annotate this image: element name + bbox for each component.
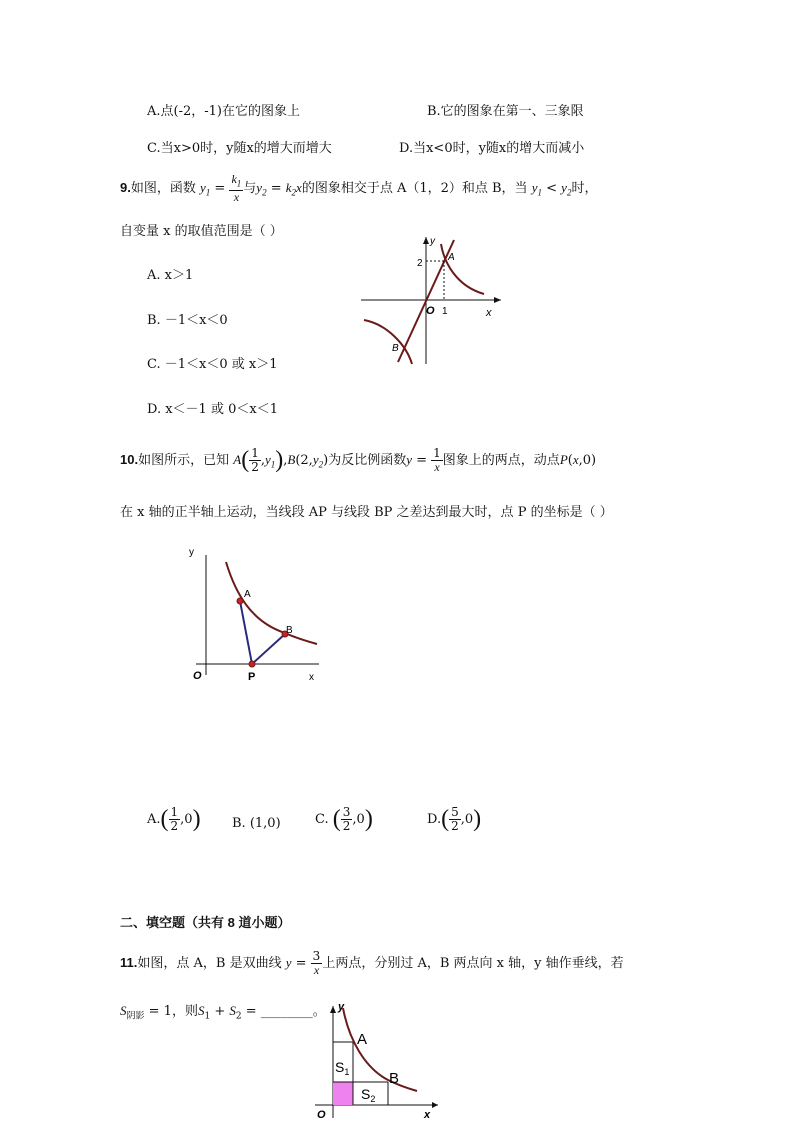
q11-number: 11. (120, 955, 138, 970)
q11-axis-x-label: x (424, 1109, 431, 1120)
q11-answer-blank[interactable]: ________ (260, 1004, 313, 1019)
q10-option-b: B. (1,0) (232, 816, 281, 831)
q11-stem-line2: $S_{阴影} = 1$，则$S_1 + S_2$ = ________。 (120, 1003, 326, 1022)
q8-option-c: C.当x>0时，y随x的增大而增大 (147, 141, 332, 156)
q10-stem-line2: 在 x 轴的正半轴上运动，当线段 AP 与线段 BP 之差达到最大时，点 P 的坐标是（ ） (120, 505, 613, 520)
q10-label-a: A (244, 589, 251, 600)
q11-origin-label: O (317, 1109, 326, 1120)
q10-option-c: C. ( $\frac{3}{2}$ ,0) (315, 805, 373, 833)
q10-figure (184, 540, 324, 685)
q10-number: 10. (120, 452, 139, 467)
q9-option-d: D. x＜－1 或 0＜x＜1 (147, 402, 278, 417)
q11-axis-y-label: y (338, 1001, 345, 1013)
section-heading: 二、填空题（共有 8 道小题） (120, 915, 291, 930)
q9-stem-line2: 自变量 x 的取值范围是（ ） (120, 224, 283, 239)
q9-option-c: C. －1＜x＜0 或 x＞1 (147, 357, 278, 372)
q9-label-a: A (448, 252, 455, 263)
q10-label-p: P (248, 671, 256, 683)
q9-axis-y-label: y (430, 236, 435, 247)
q9-stem: 9.如图，函数 $y_1$ = $\frac{k_1}{x}$ 与$y_2 = k_2x$的图象相交于点 A（1，2）和点 B，当 $y_1 < y_2$时， (120, 172, 598, 205)
q10-label-b: B (286, 625, 293, 636)
q8-option-a: A.点(-2，-1)在它的图象上 (147, 104, 300, 119)
q11-label-b: B (389, 1070, 400, 1087)
q11-label-s1: $S_1$ (335, 1059, 350, 1077)
q11-label-a: A (357, 1031, 368, 1048)
q8-option-b: B.它的图象在第一、三象限 (427, 104, 584, 119)
q9-option-b: B. －1＜x＜0 (147, 313, 228, 328)
q9-number: 9. (120, 180, 131, 196)
q10-stem: 10.如图所示，已知 A( $\frac{1}{2}$ $,y_1),B(2,y_2)$为反比例函数y = $\frac{1}{x}$ 图象上的两点，动点P(x,0) (120, 446, 597, 474)
q10-option-d: D.( $\frac{5}{2}$ ,0) (427, 805, 482, 833)
q9-tick-1: 1 (442, 306, 448, 317)
q10-axis-y-label: y (189, 547, 194, 558)
q9-label-b: B (392, 343, 399, 354)
q10-option-a: A.( $\frac{1}{2}$ ,0) (147, 805, 201, 833)
q11-figure (305, 1000, 445, 1120)
q10-origin-label: O (193, 670, 202, 682)
q11-label-s2: $S_2$ (361, 1086, 376, 1104)
q8-option-d: D.当x<0时，y随x的增大而减小 (399, 141, 585, 156)
q9-tick-2: 2 (417, 258, 423, 269)
q9-axis-x-label: x (486, 307, 492, 319)
q10-axis-x-label: x (309, 672, 314, 683)
q9-figure (356, 234, 506, 366)
q11-stem: 11.如图，点 A，B 是双曲线 y = $\frac{3}{x}$ 上两点，分别过 A，B 两点向 x 轴，y 轴作垂线，若 (120, 949, 624, 977)
q9-option-a: A. x＞1 (147, 268, 194, 283)
q9-origin-label: O (426, 305, 435, 317)
